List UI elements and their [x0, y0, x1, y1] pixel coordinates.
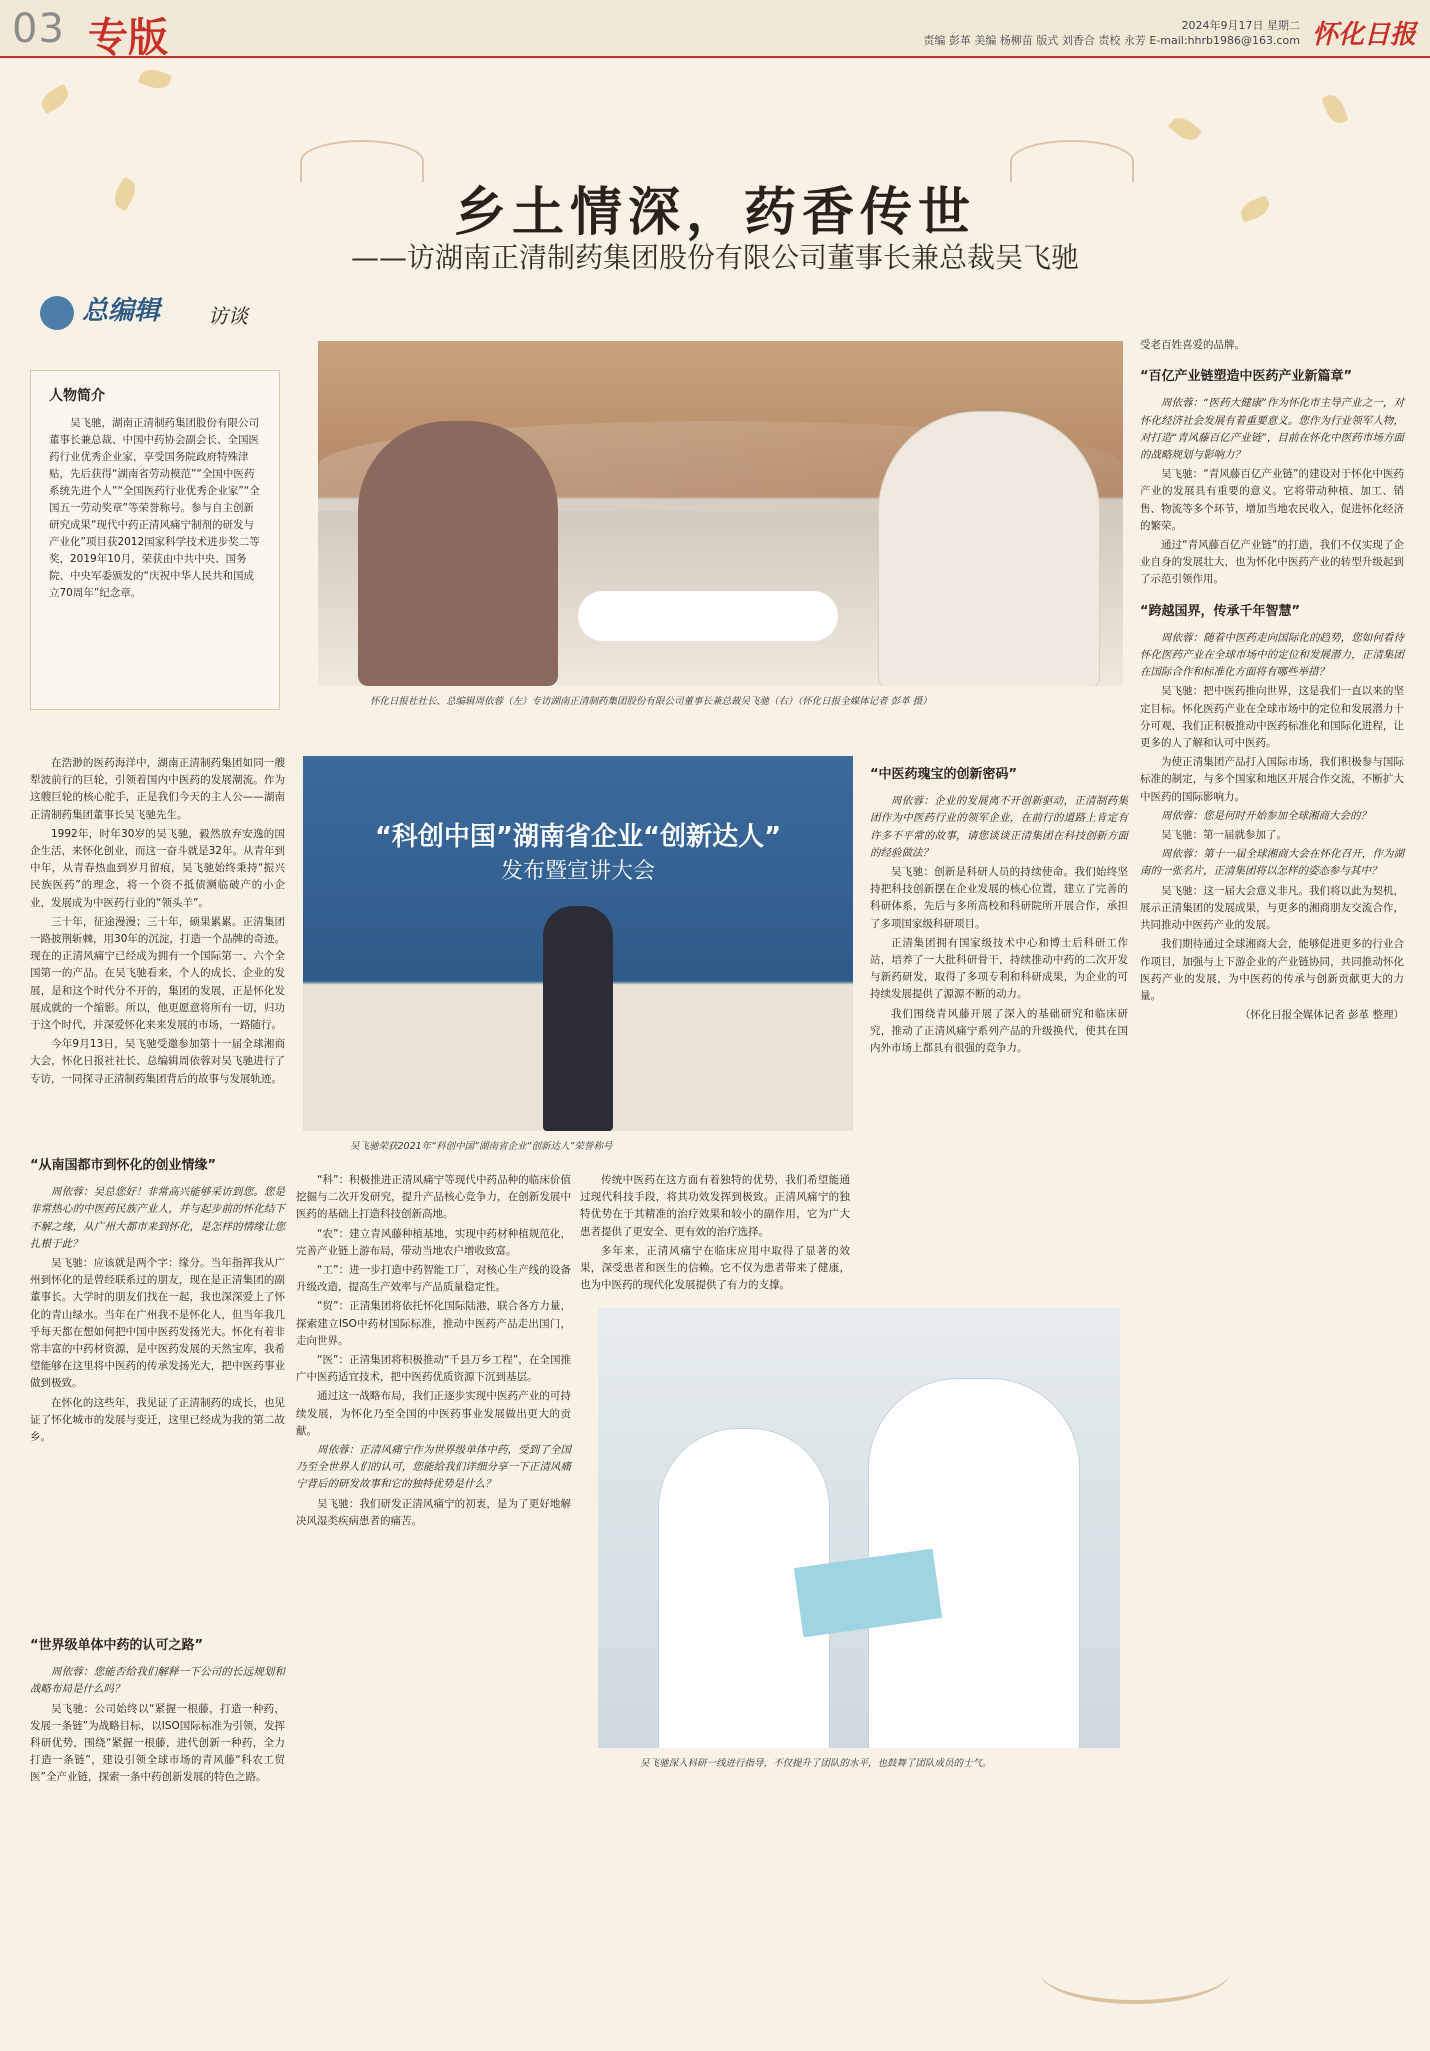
masthead-meta: [923, 18, 1300, 48]
ginkgo-leaf-decoration: [1321, 92, 1348, 126]
paragraph: 1992年，时年30岁的吴飞驰，毅然放弃安逸的国企生活，来怀化创业，而这一奋斗就是32年。从青年到中年，从青春热血到岁月留痕，吴飞驰始终秉持“振兴民族医药”的理念，将一个资不抵债濒临破产的小企业，发展成为中医药行业的“领头羊”。: [30, 827, 285, 909]
paragraph: 我们围绕青风藤开展了深入的基础研究和临床研究，推动了正清风痛宁系列产品的升级换代，使其在国内外市场上都具有很强的竞争力。: [870, 1007, 1128, 1055]
paragraph: 通过这一战略布局，我们正逐步实现中医药产业的可持续发展，为怀化乃至全国的中医药事业发展做出更大的贡献。: [296, 1390, 571, 1437]
paragraph: “工”：进一步打造中药智能工厂，对核心生产线的设备升级改造，提高生产效率与产品质量稳定性。: [296, 1264, 571, 1294]
paragraph: 为使正清集团产品打入国际市场，我们积极参与国际标准的制定，与多个国家和地区开展合作交流，不断扩大中医药的国际影响力。: [1140, 756, 1404, 803]
interviewee-figure: [878, 411, 1100, 686]
ginkgo-leaf-decoration: [1168, 112, 1203, 145]
paragraph: 在怀化的这些年，我见证了正清制药的成长，也见证了怀化城市的发展与变迁，这里已经成为我的第二故乡。: [30, 1396, 285, 1444]
lab-photo: [598, 1308, 1120, 1748]
paragraph: 周依蓉：“医药大健康”作为怀化市主导产业之一，对怀化经济社会发展有着重要意义。您作为行业领军人物，对打造“青风藤百亿产业链”，目前在怀化中医药市场方面的战略规划与影响力？: [1140, 397, 1404, 462]
paragraph: 多年来，正清风痛宁在临床应用中取得了显著的效果，深受患者和医生的信赖。它不仅为患者带来了健康，也为中医药的现代化发展提供了有力的支撑。: [580, 1244, 850, 1292]
article-column-2: [296, 1172, 571, 1532]
ginkgo-leaf-decoration: [38, 84, 73, 115]
paragraph: 周依蓉：您是何时开始参加全球湘商大会的？: [1161, 809, 1371, 822]
photo-caption: 吴飞驰荣获2021年“科创中国”湖南省企业“创新达人”荣誉称号: [350, 1141, 613, 1152]
award-photo: [303, 756, 853, 1131]
paragraph: 吴飞驰：公司始终以“紧握一根藤，打造一种药，发展一条链”为战略目标，以ISO国际标准为引领，发挥科研优势，围绕“紧握一根藤，进代创新一种药，全力打造一条链”，建设引领全球市场的青风藤“科农工贸医”全产业链，探索一条中药创新发展的特色之路。: [30, 1702, 285, 1784]
bio-box: [30, 370, 280, 710]
article-column-section2: [30, 1623, 285, 1789]
byline: （怀化日报全媒体记者 彭革 整理）: [1239, 1009, 1404, 1022]
section-heading: “百亿产业链塑造中医药产业新篇章”: [1140, 369, 1353, 385]
paragraph: 周依蓉：正清风痛宁作为世界级单体中药，受到了全国乃至全世界人们的认可，您能给我们详细分享一下正清风痛宁背后的研发故事和它的独特优势是什么？: [296, 1444, 571, 1491]
interviewer-figure: [358, 421, 558, 686]
paragraph: “科”：积极推进正清风痛宁等现代中药品种的临床价值挖掘与二次开发研究，提升产品核心竞争力，在创新发展中医药的基础上打造科技创新高地。: [296, 1174, 571, 1221]
paragraph: 受老百姓喜爱的品牌。: [1140, 339, 1245, 351]
page-number: 03: [12, 6, 65, 52]
article-title: 乡土情深，药香传世: [453, 182, 976, 243]
paper-logo: 怀化日报: [1311, 20, 1416, 50]
paragraph: 周依蓉：企业的发展离不开创新驱动，正清制药集团作为中医药行业的领军企业，在前行的道路上肯定有许多不平常的故事，请您谈谈正清集团在科技创新方面的经验做法？: [870, 795, 1128, 859]
paragraph: 吴飞驰：这一届大会意义非凡。我们将以此为契机，展示正清集团的发展成果，与更多的湘商朋友交流合作，共同推动中医药产业的发展。: [1140, 884, 1404, 932]
paragraph: 传统中医药在这方面有着独特的优势，我们希望能通过现代科技手段，将其功效发挥到极致。正清风痛宁的独特优势在于其精准的治疗效果和较小的副作用，它为广大患者提供了更安全、更有效的治疗选择。: [580, 1174, 850, 1238]
paragraph: 在浩渺的医药海洋中，湖南正清制药集团如同一艘犁波前行的巨轮，引领着国内中医药的发展潮流。作为这艘巨轮的核心舵手，正是我们今天的主人公——湖南正清制药集团董事长吴飞驰先生。: [30, 757, 285, 821]
date-line: 2024年9月17日 星期二: [1181, 19, 1300, 32]
bio-text: 吴飞驰，湖南正清制药集团股份有限公司董事长兼总裁、中国中药协会副会长、全国医药行业优秀企业家，享受国务院政府特殊津贴，先后获得“湖南省劳动模范”“全国中医药系统先进个人”“全国医药行业优秀企业家”“全国五一劳动奖章”等荣誉称号。参与自主创新研究成果“现代中药正清风痛宁制剂的研发与产业化”项目获2012国家科学技术进步奖二等奖，2019年10月，荣获由中共中央、国务院、中央军委颁发的“庆祝中华人民共和国成立70周年”纪念章。: [49, 417, 260, 599]
column-tag-suffix: 访谈: [208, 304, 248, 328]
microphone-icon: [40, 296, 74, 330]
paragraph: 周依蓉：吴总您好！非常高兴能够采访到您。您是非常热心的中医药民族产业人，并与起步前的怀化结下不解之缘，从广州大都市来到怀化，是怎样的情缘让您扎根于此？: [30, 1186, 285, 1250]
section-heading: “从南国都市到怀化的创业情缘”: [30, 1158, 217, 1173]
paragraph: 周依蓉：您能否给我们解释一下公司的长远规划和战略布局是什么吗？: [30, 1666, 285, 1696]
paragraph: 我们期待通过全球湘商大会，能够促进更多的行业合作项目，加强与上下游企业的产业链协同，共同推动怀化医药产业的发展，为中医药的传承与创新贡献更大的力量。: [1140, 938, 1404, 1002]
paragraph: 三十年，征途漫漫；三十年，硕果累累。正清集团一路披荆斩棘，用30年的沉淀，打造一个品牌的奇迹。现在的正清风痛宁已经成为拥有一个国际第一、六个全国第一的产品。在吴飞驰看来，个人的成长、企业的发展，是和这个时代分不开的，集团的发展，正是怀化发展成就的一个缩影。所以，他更愿意将所有一切，归功于这个时代，并深爱怀化来来发展的市场，一路随行。: [30, 915, 285, 1032]
section-heading: “中医药瑰宝的创新密码”: [870, 767, 1018, 782]
article-column-intro: [30, 755, 285, 1090]
banner-subtitle: 发布暨宣讲大会: [500, 859, 655, 884]
paragraph: 今年9月13日，吴飞驰受邀参加第十一届全球湘商大会，怀化日报社社长、总编辑周依蓉对吴飞驰进行了专访，一同探寻正清制药集团背后的故事与发展轨迹。: [30, 1038, 285, 1085]
page-section-title: 专版: [88, 15, 168, 61]
article-column-3a: [580, 1172, 850, 1296]
column-tag-label: 总编辑: [82, 296, 161, 326]
article-column-section3: [870, 752, 1128, 1059]
column-tag: [40, 286, 270, 338]
article-subtitle: ——访湖南正清制药集团股份有限公司董事长兼总裁吴飞驰: [350, 241, 1079, 274]
ginkgo-leaf-decoration: [138, 65, 172, 92]
article-column-4: [1140, 337, 1404, 1026]
article-column-section1: [30, 1143, 285, 1448]
bio-title: 人物简介: [49, 388, 105, 404]
paragraph: 周依蓉：第十一届全球湘商大会在怀化召开，作为湖南的一张名片，正清集团将以怎样的姿态参与其中？: [1140, 848, 1404, 878]
photo-caption: 吴飞驰深入科研一线进行指导，不仅提升了团队的水平，也鼓舞了团队成员的士气。: [640, 1758, 992, 1769]
photo-caption: 怀化日报社社长、总编辑周依蓉（左）专访湖南正清制药集团股份有限公司董事长兼总裁吴飞驰（右）（怀化日报全媒体记者 彭革 摄）: [370, 696, 932, 707]
banner-title: “科创中国”湖南省企业“创新达人”: [374, 822, 782, 852]
paragraph: 正清集团拥有国家级技术中心和博士后科研工作站，培养了一大批科研骨干，持续推动中药的二次开发与新药研发，取得了多项专利和科研成果，为企业的可持续发展提供了源源不断的动力。: [870, 936, 1128, 1001]
table-figure: [578, 591, 838, 641]
editors-line: 责编 彭革 美编 杨柳苗 版式 刘香合 责校 永芳 E-mail:hhrb1986@163.com: [923, 34, 1300, 47]
paragraph: “医”：正清集团将积极推动“千县万乡工程”，在全国推广中医药适宜技术，把中医药优质资源下沉到基层。: [296, 1354, 571, 1384]
awardee-figure: [543, 906, 613, 1131]
paragraph: 吴飞驰：把中医药推向世界，这是我们一直以来的坚定目标。怀化医药产业在全球市场中的定位和发展潜力十分可观，我们正积极推动中医药标准化和国际化进程，让更多的人了解和认可中医药。: [1140, 685, 1404, 750]
crane-decoration: [1040, 1940, 1230, 2004]
paragraph: 吴飞驰：“青风藤百亿产业链”的建设对于怀化中医药产业的发展具有重要的意义。它将带动种植、加工、销售、物流等多个环节，增加当地农民收入，促进怀化经济的繁荣。: [1140, 468, 1404, 532]
paragraph: 周依蓉：随着中医药走向国际化的趋势，您如何看待怀化医药产业在全球市场中的定位和发展潜力，正清集团在国际合作和标准化方面将有哪些举措？: [1140, 631, 1404, 679]
paragraph: 吴飞驰：应该就是两个字：缘分。当年指挥我从广州到怀化的是曾经联系过的朋友，现在是正清集团的副董事长。大学时的朋友们找在一起，我也深深爱上了怀化的青山绿水。当年在广州我不是怀化人，但当年我几乎每天都在想如何把中国中医药发扬光大。怀化有着非常丰富的中药材资源，是中医药发展的天然宝库，我希望能够在这里将中医药的传承发扬光大，把中医药事业做到极致。: [30, 1257, 285, 1390]
section-heading: “世界级单体中药的认可之路”: [30, 1638, 204, 1653]
interview-photo: [318, 341, 1123, 686]
paragraph: 通过“青风藤百亿产业链”的打造，我们不仅实现了企业自身的发展壮大，也为怀化中医药产业的转型升级起到了示范引领作用。: [1140, 539, 1404, 586]
paragraph: “贸”：正清集团将依托怀化国际陆港，联合各方力量，探索建立ISO中药材国际标准，推动中医药产品走出国门，走向世界。: [296, 1300, 571, 1347]
paragraph: “农”：建立青风藤种植基地，实现中药材种植规范化，完善产业链上游布局，带动当地农户增收致富。: [296, 1227, 571, 1257]
paragraph: 吴飞驰：创新是科研人员的持续使命。我们始终坚持把科技创新摆在企业发展的核心位置，建立了完善的科研体系，先后与多所高校和科研院所开展合作，承担了多项国家级科研项目。: [870, 866, 1128, 930]
paragraph: 吴飞驰：第一届就参加了。: [1161, 829, 1287, 842]
paragraph: 吴飞驰：我们研发正清风痛宁的初衷，是为了更好地解决风湿类疾病患者的痛苦。: [296, 1497, 571, 1527]
section-heading: “跨越国界，传承千年智慧”: [1140, 603, 1301, 619]
